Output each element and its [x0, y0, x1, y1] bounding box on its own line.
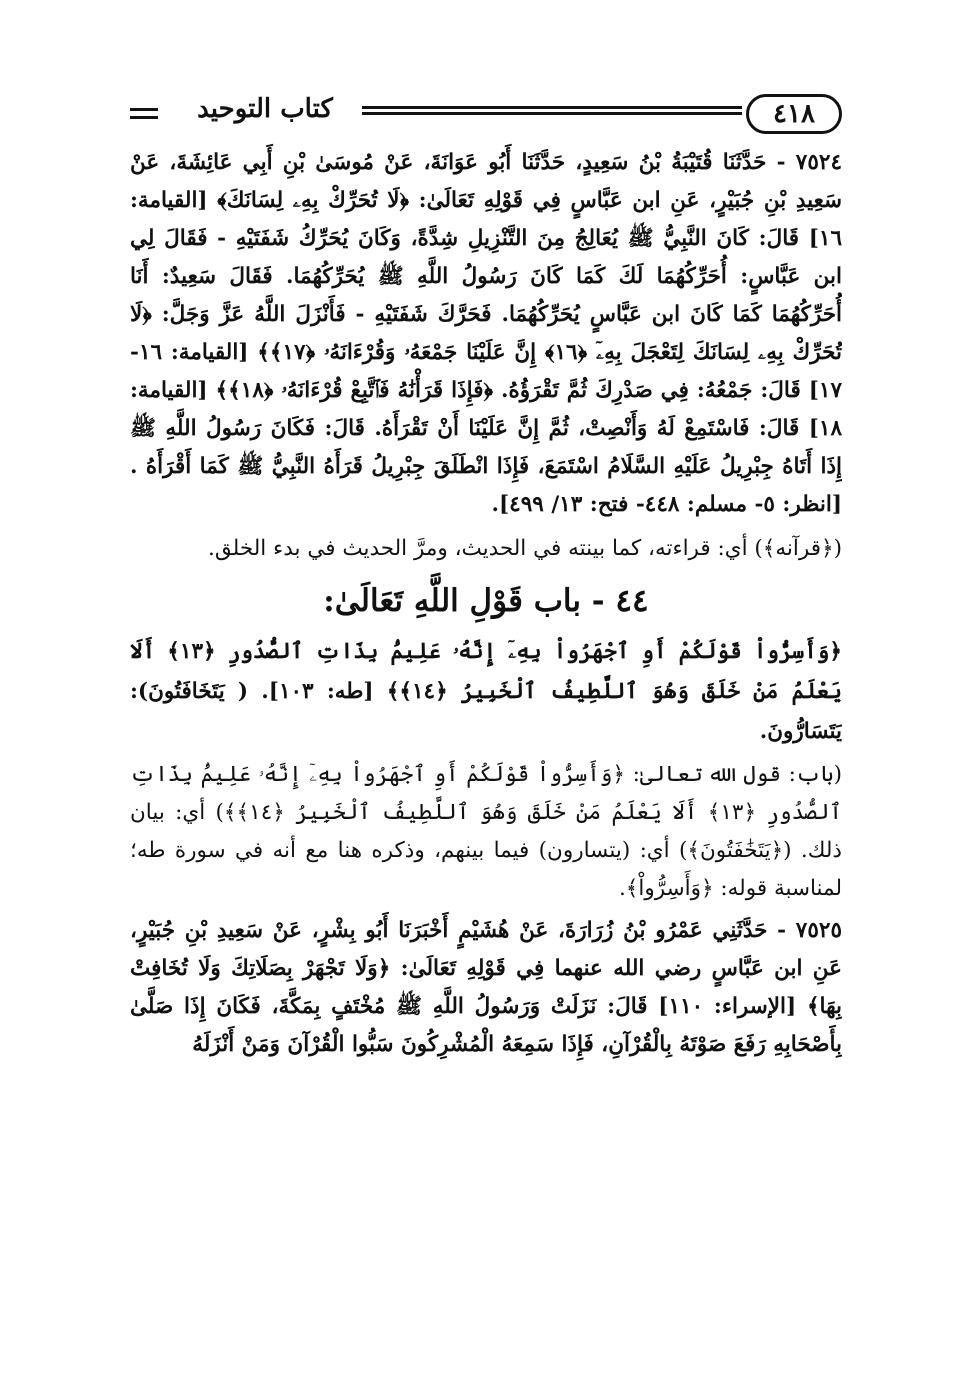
page-number: ٤١٨: [746, 94, 842, 134]
hadith-7524: ٧٥٢٤ - حَدَّثَنَا قُتَيْبَةُ بْنُ سَعِيدٍ، حَدَّثَنَا أَبُو عَوَانَةَ، عَنْ مُوسَىٰ بْنِ أَبِي عَائِشَةَ، عَنْ سَعِيدِ بْنِ جُبَيْرٍ، عَنِ ابن عَبَّاسٍ فِي قَوْلِهِ تَعَالَىٰ: ﴿لَا تُحَرِّكْ بِهِۦ لِسَانَكَ﴾ [القيامة: ١٦] قَالَ: كَانَ النَّبِيُّ ﷺ يُعَالِجُ مِنَ التَّنْزِيلِ شِدَّةً، وَكَانَ يُحَرِّكُ شَفَتَيْهِ - فَقَالَ لِي ابن عَبَّاسٍ: أُحَرِّكُهُمَا لَكَ كَمَا كَانَ رَسُولُ اللَّهِ ﷺ يُحَرِّكُهُمَا. فَقَالَ سَعِيدٌ: أَنَا أُحَرِّكُهُمَا كَمَا كَانَ ابن عَبَّاسٍ يُحَرِّكُهُمَا. فَحَرَّكَ شَفَتَيْهِ - فَأَنْزَلَ اللَّهُ عَزَّ وَجَلَّ: ﴿لَا تُحَرِّكْ بِهِۦ لِسَانَكَ لِتَعْجَلَ بِهِۦٓ ﴿١٦﴾ إِنَّ عَلَيْنَا جَمْعَهُۥ وَقُرْءَانَهُۥ ﴿١٧﴾﴾ [القيامة: ١٦- ١٧] قَالَ: جَمْعُهُ: فِي صَدْرِكَ ثُمَّ تَقْرَؤُهُ. ﴿فَإِذَا قَرَأْنَٰهُ فَٱتَّبِعْ قُرْءَانَهُۥ ﴿١٨﴾﴾ [القيامة: ١٨] قَالَ: فَاسْتَمِعْ لَهُ وَأَنْصِتْ، ثُمَّ إِنَّ عَلَيْنَا أَنْ تَقْرَأَهُ. قَالَ: فَكَانَ رَسُولُ اللَّهِ ﷺ إِذَا أَتَاهُ جِبْرِيلُ عَلَيْهِ السَّلَامُ اسْتَمَعَ، فَإِذَا انْطَلَقَ جِبْرِيلُ قَرَأَهُ النَّبِيُّ ﷺ كَمَا أَقْرَأَهُ .[انظر: ٥- مسلم: ٤٤٨- فتح: ١٣/ ٤٩٩].: [130, 150, 842, 517]
commentary-paragraph: (﴿قرآنه﴾) أي: قراءته، كما بينته في الحديث، ومرَّ الحديث في بدء الخلق.: [207, 536, 842, 561]
commentary-paragraph: (باب: قول الله تعالىٰ: ﴿وَأَسِرُّواْ قَوْلَكُمْ أَوِ ٱجْهَرُواْ بِهِۦٓ إِنَّهُۥ عَلِيمُۢ بِذَاتِ ٱلصُّدُورِ ﴿١٣﴾ أَلَا يَعْلَمُ مَنْ خَلَقَ وَهُوَ ٱللَّطِيفُ ٱلْخَبِيرُ ﴿١٤﴾﴾) أي: بيان ذلك. (﴿يَتَخَٰفَتُونَ﴾) أي: (يتسارون) فيما بينهم، وذكره هنا مع أنه في سورة طه؛ لمناسبة قوله: ﴿وَأَسِرُّواْ﴾.: [130, 762, 842, 901]
chapter-verse: ﴿وَأَسِرُّواْ قَوْلَكُمْ أَوِ ٱجْهَرُواْ بِهِۦٓ إِنَّهُۥ عَلِيمُۢ بِذَاتِ ٱلصُّدُورِ ﴿١٣﴾ أَلَا يَعْلَمُ مَنْ خَلَقَ وَهُوَ ٱللَّطِيفُ ٱلْخَبِيرُ ﴿١٤﴾﴾ [طه: ١٠٣]. ( يَتَخَافَتُونَ): يَتَسَارُّونَ.: [130, 639, 842, 744]
running-title: كتاب التوحيد: [197, 94, 333, 124]
header-rule: [362, 106, 742, 122]
book-page: [130, 88, 842, 1348]
title-ornament: [130, 108, 158, 124]
hadith-7525: ٧٥٢٥ - حَدَّثَنِي عَمْرُو بْنُ زُرَارَةَ، عَنْ هُشَيْمٍ أَخْبَرَنَا أَبُو بِشْرٍ، عَنْ سَعِيدِ بْنِ جُبَيْرٍ، عَنِ ابن عَبَّاسٍ رضي الله عنهما فِي قَوْلِهِ تَعَالَىٰ: ﴿وَلَا تَجْهَرْ بِصَلَاتِكَ وَلَا تُخَافِتْ بِهَا﴾ [الإسراء: ١١٠] قَالَ: نَزَلَتْ وَرَسُولُ اللَّهِ ﷺ مُخْتَفٍ بِمَكَّةَ، فَكَانَ إِذَا صَلَّىٰ بِأَصْحَابِهِ رَفَعَ صَوْتَهُ بِالْقُرْآنِ، فَإِذَا سَمِعَهُ الْمُشْرِكُونَ سَبُّوا الْقُرْآنَ وَمَنْ أَنْزَلَهُ: [130, 918, 842, 1057]
page-header: [130, 88, 842, 144]
chapter-heading: ٤٤ - باب قَوْلِ اللَّهِ تَعَالَىٰ:: [323, 583, 649, 619]
